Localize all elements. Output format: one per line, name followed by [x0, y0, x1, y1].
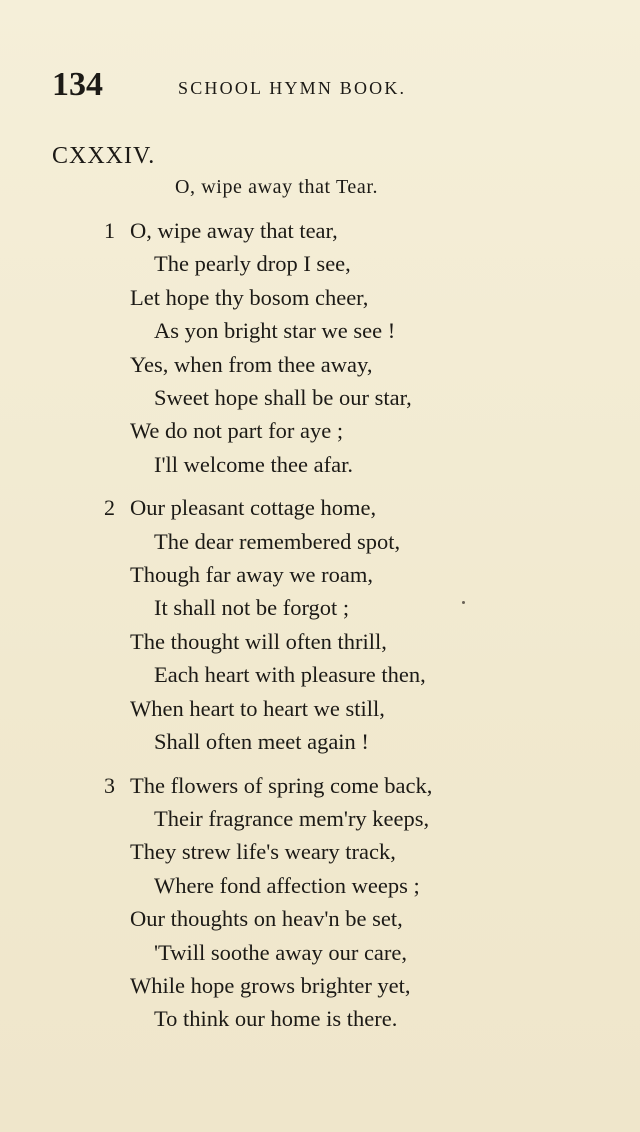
verse-2 — [0, 491, 640, 758]
verse-line: O, wipe away that tear, — [130, 218, 338, 243]
verse-1 — [0, 214, 640, 481]
verse-line: Shall often meet again ! — [154, 729, 369, 755]
verse-line: They strew life's weary track, — [130, 839, 396, 865]
verse-line: The flowers of spring come back, — [130, 772, 433, 798]
verse-line: Each heart with pleasure then, — [154, 662, 426, 688]
verse-line: The dear remembered spot, — [154, 528, 401, 554]
verse-line: Yes, when from thee away, — [130, 351, 373, 377]
verse-line: It shall not be forgot ; — [154, 595, 350, 621]
page-number: 134 — [52, 66, 103, 103]
verse-line: As yon bright star we see ! — [154, 318, 396, 344]
hymn-title: O, wipe away that Tear. — [175, 176, 379, 198]
verse-line: Our thoughts on heav'n be set, — [130, 906, 403, 932]
verse-line: We do not part for aye ; — [130, 418, 344, 444]
running-head: SCHOOL HYMN BOOK. — [178, 78, 407, 98]
hymn-number: CXXXIV. — [52, 143, 156, 169]
verse-line: 'Twill soothe away our care, — [154, 939, 408, 965]
verse-line: Sweet hope shall be our star, — [154, 385, 412, 411]
ink-speck — [462, 601, 465, 604]
hymn-verses — [0, 214, 640, 1046]
verse-line: Their fragrance mem'ry keeps, — [154, 805, 430, 831]
verse-line: The thought will often thrill, — [130, 628, 387, 654]
verse-line: Let hope thy bosom cheer, — [130, 284, 369, 310]
verse-line: When heart to heart we still, — [130, 695, 385, 721]
verse-number: 1 — [104, 218, 115, 243]
verse-line: Our pleasant cottage home, — [130, 495, 377, 521]
verse-line: While hope grows brighter yet, — [130, 972, 411, 998]
verse-line: The pearly drop I see, — [154, 251, 351, 277]
verse-line: Where fond affection weeps ; — [154, 872, 420, 898]
verse-number: 2 — [104, 495, 115, 521]
verse-number: 3 — [104, 772, 115, 798]
verse-line: I'll welcome thee afar. — [154, 451, 353, 477]
verse-3 — [0, 769, 640, 1036]
verse-line: Though far away we roam, — [130, 562, 374, 588]
verse-line: To think our home is there. — [154, 1006, 398, 1032]
